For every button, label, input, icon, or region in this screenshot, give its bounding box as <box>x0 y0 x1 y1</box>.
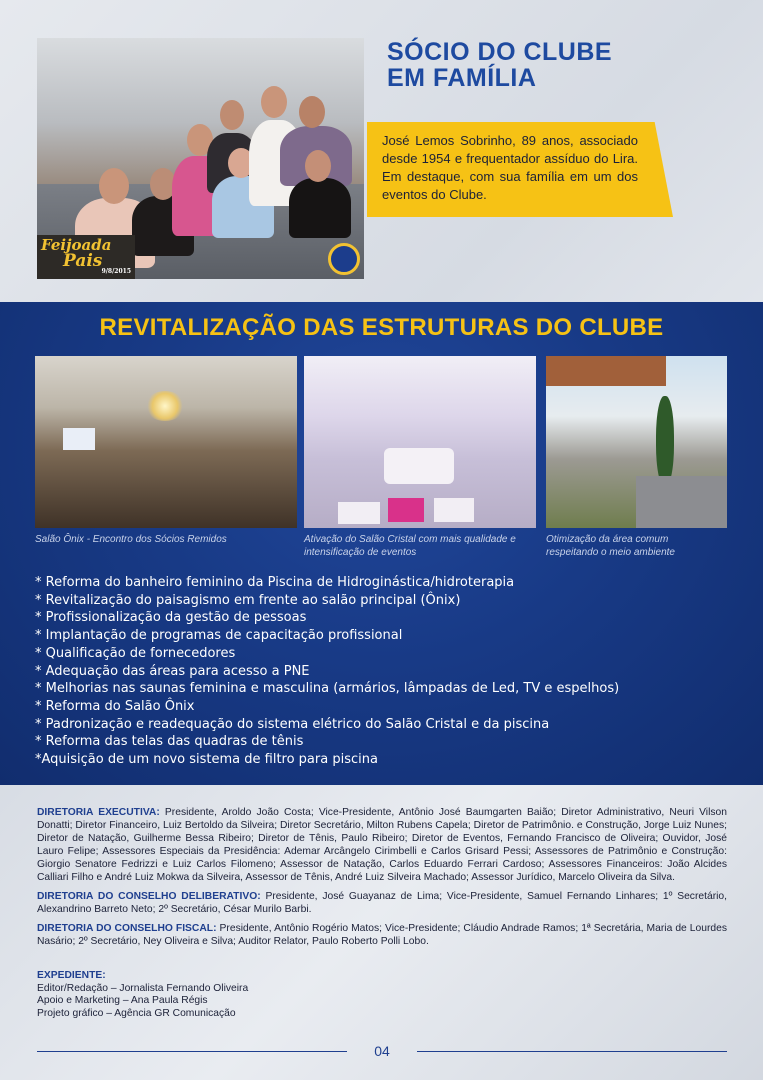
fiscal-label: DIRETORIA DO CONSELHO FISCAL: <box>37 923 217 934</box>
expediente-line: Projeto gráfico – Agência GR Comunicação <box>37 1007 236 1019</box>
list-item: * Reforma das telas das quadras de tênis <box>35 734 304 750</box>
photo-salao-onix <box>35 356 297 528</box>
list-item: * Padronização e readequação do sistema elétrico do Salão Cristal e da piscina <box>35 716 550 732</box>
family-photo <box>37 38 364 279</box>
photo-head <box>299 96 325 128</box>
photo-head <box>220 100 244 130</box>
fiscal-text: Presidente, Antônio Rogério Matos; Vice-Presidente; Cláudio Andrade Ramos; 1ª Secretária, Maria de Lourdes Nasário; 2º Secretário, Ney Oliveira e Silva; Auditor Relator, Paulo Roberto Polli Lobo. <box>37 923 727 947</box>
photo-person <box>289 178 351 238</box>
list-item: * Profissionalização da gestão de pessoas <box>35 610 307 626</box>
list-item: * Reforma do banheiro feminino da Piscina de Hidroginástica/hidroterapia <box>35 575 515 590</box>
caption-area-comum: Otimização da área comum respeitando o meio ambiente <box>546 534 675 558</box>
improvements-list <box>35 574 735 769</box>
title-line-1: SÓCIO DO CLUBE <box>387 38 613 66</box>
tree-icon <box>656 396 674 486</box>
list-item: * Reforma do Salão Ônix <box>35 698 195 714</box>
feijoada-logo-date: 9/8/2015 <box>101 268 131 275</box>
deliberativo-text: Presidente, José Guayanaz de Lima; Vice-Presidente, Samuel Fernando Linhares; 1º Secretário, Alexandrino Barreto Neto; 2º Secretário, César Murilo Barbi. <box>37 891 727 915</box>
expediente-label: EXPEDIENTE: <box>37 970 106 981</box>
photo-head <box>305 150 331 182</box>
credits-executiva <box>37 806 727 884</box>
list-item: * Melhorias nas saunas feminina e masculina (armários, lâmpadas de Led, TV e espelhos) <box>35 681 620 697</box>
credits-block <box>37 806 727 954</box>
revitalization-title: REVITALIZAÇÃO DAS ESTRUTURAS DO CLUBE <box>99 314 664 341</box>
footer-rule-left <box>37 1051 347 1052</box>
page-number: 04 <box>374 1043 390 1059</box>
building-wall <box>546 356 666 386</box>
feijoada-logo-line2: Pais <box>63 251 103 271</box>
screen-icon <box>63 428 95 450</box>
chandelier-icon <box>145 391 185 421</box>
footer-rule-right <box>417 1051 727 1052</box>
photo-salao-cristal <box>304 356 536 528</box>
executiva-label: DIRETORIA EXECUTIVA: <box>37 807 160 818</box>
photo-head <box>261 86 287 118</box>
list-item: * Implantação de programas de capacitação profissional <box>35 628 403 644</box>
list-item: * Revitalização do paisagismo em frente ao salão principal (Ônix) <box>35 592 461 608</box>
executiva-text: Presidente, Aroldo João Costa; Vice-Presidente, Antônio José Baumgarten Baião; Diretor Administrativo, Neuri Vilson Donatti; Diretor Financeiro, Luiz Bertoldo da Silveira; Diretor Secretário, Milton Rubens Capela; Diretor de Patrimônio. e Construção, Jorge Luiz Nunes; Diretor de Natação, Guilherme Bessa Ribeiro; Diretor de Tênis, Paulo Ribeiro; Diretor de Eventos, Fernando Francisco de Oliveira; Ouvidor, José Lauro Felipe; Assessores Especiais da Presidência: Ademar Arcângelo Cirimbelli e Carlos Grisard Pessi; Assessores de Patrimônio e Construção: Giorgio Senatore Fedrizzi e Luiz Carlos Filomeno; Assessor de Natação, Carlos Eduardo Ferrari Cardoso; Assessores Financeiros: João Alcides Calliari Filho e André Luiz Mokwa da Silveira, Assessor de Tênis, André Luiz Silveira Machado; Assessor Jurídico, Marcelo Oliveira da Silva. <box>37 807 727 883</box>
expediente-line: Apoio e Marketing – Ana Paula Régis <box>37 995 208 1006</box>
sofa-icon <box>384 448 454 484</box>
title-line-2: EM FAMÍLIA <box>387 64 537 92</box>
list-item: * Adequação das áreas para acesso a PNE <box>35 663 310 679</box>
photo-area-comum <box>546 356 727 528</box>
club-badge-icon <box>328 243 360 275</box>
credits-fiscal <box>37 922 727 948</box>
ottoman-icon <box>388 498 424 522</box>
deliberativo-label: DIRETORIA DO CONSELHO DELIBERATIVO: <box>37 891 261 902</box>
section-title-family <box>387 39 612 91</box>
list-item: * Qualificação de fornecedores <box>35 645 236 661</box>
highlight-text: José Lemos Sobrinho, 89 anos, associado desde 1954 e frequentador assíduo do Lira. Em destaque, com sua família em um dos eventos do Clube. <box>382 133 638 202</box>
expediente-line: Editor/Redação – Jornalista Fernando Oliveira <box>37 982 249 994</box>
list-item: *Aquisição de um novo sistema de filtro para piscina <box>35 752 378 768</box>
pathway <box>636 476 727 528</box>
ottoman-icon <box>434 498 474 522</box>
photo-head <box>99 168 129 204</box>
caption-salao-onix: Salão Ônix - Encontro dos Sócios Remidos <box>35 534 227 545</box>
expediente-block <box>37 970 248 1020</box>
feijoada-logo-line1: Feijoada <box>41 236 112 254</box>
credits-deliberativo <box>37 890 727 916</box>
caption-salao-cristal: Ativação do Salão Cristal com mais qualidade e intensificação de eventos <box>304 534 516 558</box>
feijoada-logo <box>37 235 135 279</box>
ottoman-icon <box>338 502 380 524</box>
